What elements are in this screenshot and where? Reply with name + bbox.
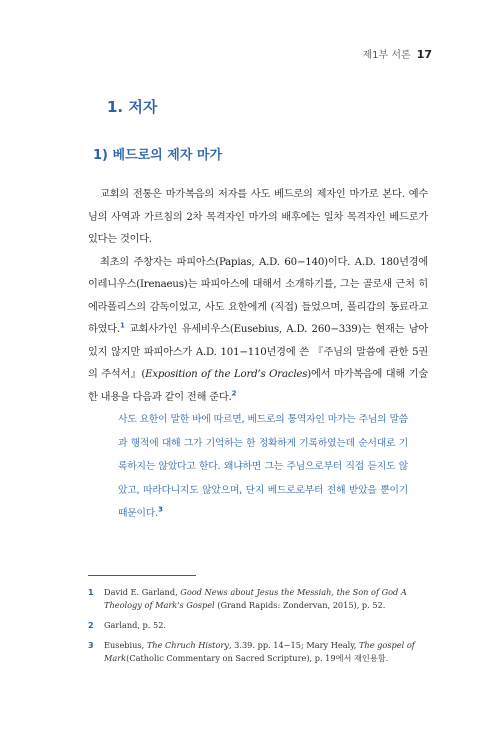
- footnote-3: [88, 639, 428, 665]
- footnote-text: (Grand Rapids: Zondervan, 2015), p. 52.: [214, 600, 386, 610]
- footnote-text: David E. Garland,: [104, 587, 181, 597]
- quote-text: 사도 요한이 말한 바에 따르면, 베드로의 통역자인 마가는 주님의 말씀과 행적에 대해 그가 기억하는 한 정확하게 기록하였는데 순서대로 기록하지는 않았다고 한다. 왜냐하면 그는 주님으로부터 직접 듣지도 않았고, 따라다니지도 않았으며, 단지 베드로로부터 전해 받았을 뿐이기 때문이다.: [118, 414, 408, 520]
- footnote-number: 1: [88, 588, 94, 597]
- footnote-ref-2[interactable]: 2: [231, 389, 237, 398]
- body-text: [88, 184, 428, 409]
- running-head-section: 제1부 서론: [362, 50, 411, 61]
- running-head: [363, 46, 433, 61]
- paragraph-1: 교회의 전통은 마가복음의 저자를 사도 베드로의 제자인 마가로 본다. 예수님의 사역과 가르침의 2차 목격자인 마가의 배후에는 일차 목격자인 베드로가 있다는 것이다.: [88, 189, 428, 245]
- footnote-number: 3: [88, 641, 94, 650]
- footnote-2: [88, 619, 428, 632]
- section-title: 1) 베드로의 제자 마가: [93, 148, 223, 163]
- footnotes: [88, 586, 428, 672]
- paragraph-2: [88, 252, 428, 410]
- chapter-title: 1. 저자: [107, 98, 158, 116]
- footnote-title: The gospel of Mark: [104, 640, 415, 663]
- footnote-title: Good News about Jesus the Messiah, the Son of God A Theology of Mark's Gospel: [104, 587, 407, 610]
- footnote-title: The Chruch History: [146, 640, 229, 650]
- footnote-text: (Catholic Commentary on Sacred Scripture), p. 19에서 재인용함.: [126, 653, 389, 663]
- footnote-text: , 3.39. pp. 14−15; Mary Healy,: [228, 640, 359, 650]
- footnote-1: [88, 586, 428, 612]
- page-number: 17: [416, 48, 432, 61]
- footnote-ref-1[interactable]: 1: [119, 321, 125, 330]
- paragraph-2-part-b: 교회사가인 유세비우스(Eusebius, A.D. 260−339)는 현재는 남아있지 않지만 파피아스가 A.D. 101−110년경에 쓴 『주님의 말씀에 관한 5권의 주석서』(: [88, 324, 428, 380]
- book-title-italic: Exposition of the Lord’s Oracles: [145, 369, 308, 380]
- footnote-number: 2: [88, 621, 94, 630]
- footnote-ref-3[interactable]: 3: [157, 506, 163, 515]
- footnote-divider: [88, 575, 196, 576]
- footnote-text: Garland, p. 52.: [104, 620, 167, 630]
- footnote-text: Eusebius,: [104, 640, 147, 650]
- paragraph-2-part-a: 최초의 주창자는 파피아스(Papias, A.D. 60−140)이다. A.D. 180년경에 이레니우스(Irenaeus)는 파피아스에 대해서 소개하기를, 그는 골로새 근처 히에라폴리스의 감독이었고, 사도 요한에게 (직접) 들었으며, 폴리갑의 동료라고 하였다.: [88, 256, 428, 335]
- block-quote: [118, 408, 408, 526]
- paragraph-2-part-c: )에서 마가복음에 대해 기술한 내용을 다음과 같이 전해 준다.: [88, 369, 428, 403]
